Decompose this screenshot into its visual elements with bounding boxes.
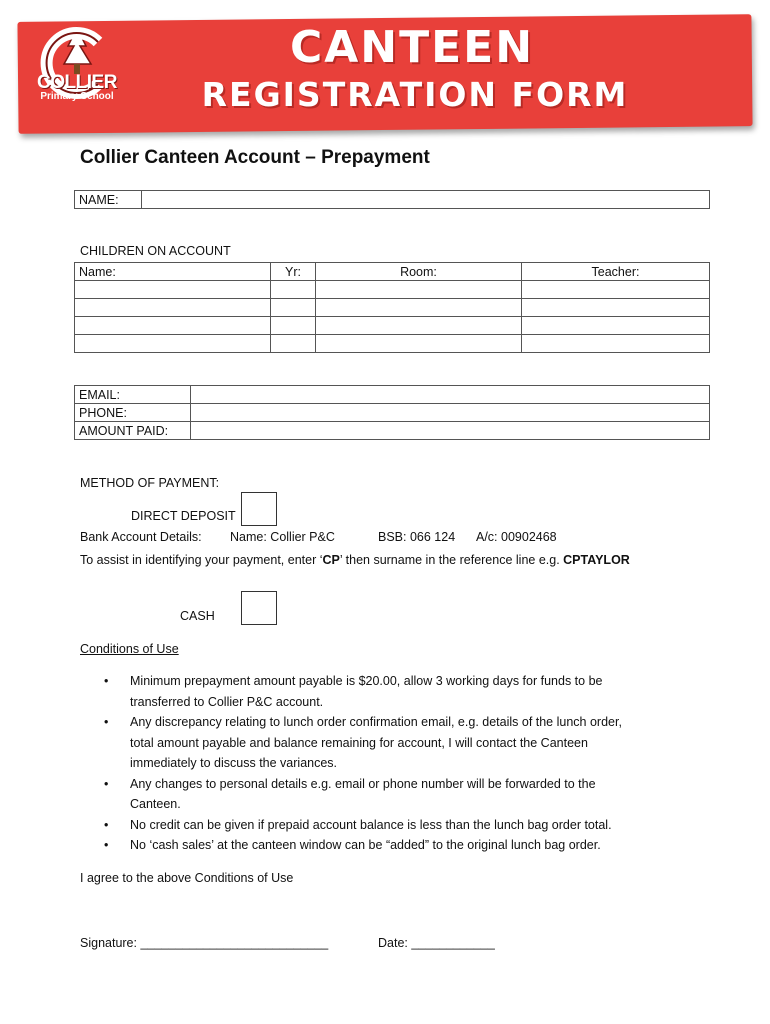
phone-field[interactable] <box>191 404 710 422</box>
children-header-row <box>75 263 710 281</box>
amount-paid-label: AMOUNT PAID: <box>75 422 191 440</box>
reference-instructions <box>80 553 630 567</box>
child-name-cell[interactable] <box>75 299 271 317</box>
list-item <box>80 712 700 774</box>
table-row <box>75 299 710 317</box>
agree-statement: I agree to the above Conditions of Use <box>80 871 294 885</box>
cash-checkbox[interactable] <box>241 591 277 625</box>
phone-label: PHONE: <box>75 404 191 422</box>
children-heading: CHILDREN ON ACCOUNT <box>80 244 231 258</box>
child-name-cell[interactable] <box>75 281 271 299</box>
email-field[interactable] <box>191 386 710 404</box>
condition-line: Any changes to personal details e.g. email or phone number will be forwarded to the <box>130 776 596 791</box>
child-room-cell[interactable] <box>316 317 522 335</box>
col-teacher-header: Teacher: <box>522 263 710 281</box>
bullet-icon: • <box>104 715 109 729</box>
bank-bsb: BSB: 066 124 <box>378 530 456 544</box>
child-name-cell[interactable] <box>75 317 271 335</box>
list-item <box>80 671 700 712</box>
reference-middle: ’ then surname in the reference line e.g. <box>339 553 564 567</box>
logo-school-sub: Primary School <box>40 91 114 102</box>
banner-title-canteen: CANTEEN <box>289 22 535 73</box>
condition-line: Canteen. <box>130 797 181 811</box>
table-row <box>75 317 710 335</box>
child-yr-cell[interactable] <box>271 335 316 353</box>
direct-deposit-checkbox[interactable] <box>241 492 277 526</box>
name-field[interactable] <box>142 191 710 209</box>
table-row <box>75 335 710 353</box>
school-logo-text <box>36 72 118 102</box>
condition-line: transferred to Collier P&C account. <box>130 694 324 709</box>
child-yr-cell[interactable] <box>271 317 316 335</box>
bullet-icon: • <box>104 817 109 832</box>
bullet-icon: • <box>104 776 109 791</box>
bank-account-number: A/c: 00902468 <box>476 530 557 544</box>
condition-line: Any discrepancy relating to lunch order confirmation email, e.g. details of the lunch order, <box>130 715 622 729</box>
child-yr-cell[interactable] <box>271 281 316 299</box>
payment-heading: METHOD OF PAYMENT: <box>80 476 220 490</box>
child-yr-cell[interactable] <box>271 299 316 317</box>
child-room-cell[interactable] <box>316 281 522 299</box>
table-row <box>75 281 710 299</box>
bullet-icon: • <box>104 674 109 688</box>
list-item <box>80 774 700 815</box>
conditions-heading <box>80 642 179 656</box>
email-label: EMAIL: <box>75 386 191 404</box>
conditions-list <box>80 671 700 856</box>
child-room-cell[interactable] <box>316 299 522 317</box>
bank-details-label: Bank Account Details: <box>80 530 202 544</box>
name-label: NAME: <box>75 191 142 209</box>
list-item <box>80 815 700 836</box>
list-item <box>80 835 700 856</box>
conditions-heading-text: Conditions of Use <box>80 642 179 656</box>
bullet-icon: • <box>104 838 109 852</box>
direct-deposit-label: DIRECT DEPOSIT <box>131 509 236 523</box>
child-room-cell[interactable] <box>316 335 522 353</box>
bank-account-name: Name: Collier P&C <box>230 530 335 544</box>
children-table <box>74 262 710 353</box>
child-teacher-cell[interactable] <box>522 335 710 353</box>
condition-line: total amount payable and balance remaining for account, I will contact the Canteen <box>130 735 588 750</box>
logo-school-name: COLLIER <box>37 72 117 93</box>
col-room-header: Room: <box>316 263 522 281</box>
child-name-cell[interactable] <box>75 335 271 353</box>
condition-line: Minimum prepayment amount payable is $20.00, allow 3 working days for funds to be <box>130 674 603 688</box>
amount-paid-field[interactable] <box>191 422 710 440</box>
condition-line: No credit can be given if prepaid account balance is less than the lunch bag order total. <box>130 817 612 832</box>
child-teacher-cell[interactable] <box>522 299 710 317</box>
child-teacher-cell[interactable] <box>522 281 710 299</box>
reference-cp: CP <box>322 553 340 567</box>
condition-line: No ‘cash sales’ at the canteen window can be “added” to the original lunch bag order. <box>130 838 601 852</box>
col-name-header: Name: <box>75 263 271 281</box>
signature-line[interactable]: Signature: ___________________________ <box>80 936 329 950</box>
contact-table <box>74 385 710 440</box>
condition-line: immediately to discuss the variances. <box>130 756 338 770</box>
cash-label: CASH <box>180 609 215 623</box>
reference-prefix: To assist in identifying your payment, enter ‘ <box>80 553 323 567</box>
col-yr-header: Yr: <box>271 263 316 281</box>
date-line[interactable]: Date: ____________ <box>378 936 495 950</box>
child-teacher-cell[interactable] <box>522 317 710 335</box>
banner-title-registration: REGISTRATION FORM <box>201 75 629 114</box>
form-title: Collier Canteen Account – Prepayment <box>80 147 430 168</box>
reference-example: CPTAYLOR <box>563 553 630 567</box>
name-table <box>74 190 710 209</box>
